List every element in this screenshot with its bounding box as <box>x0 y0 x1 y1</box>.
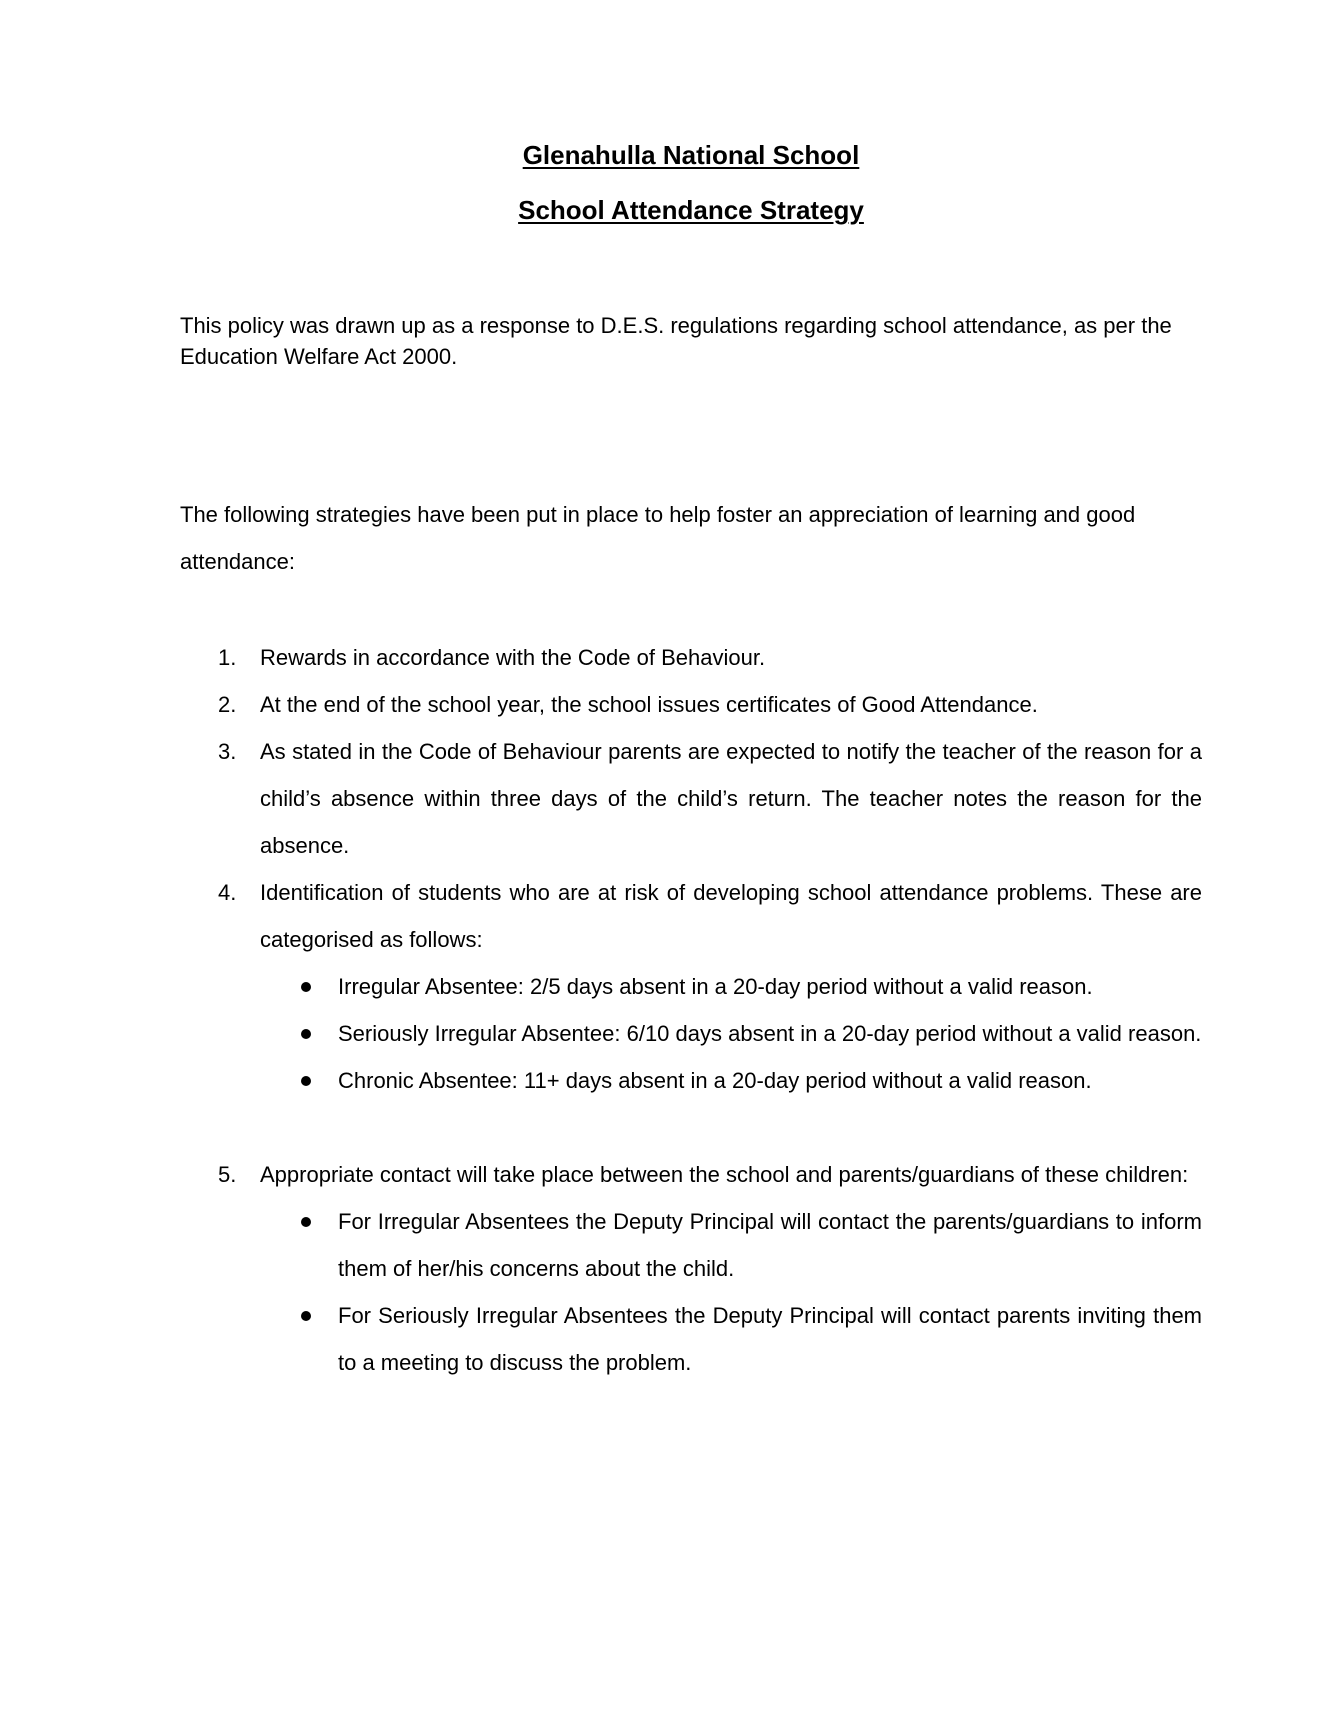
bullet-text: Chronic Absentee: 11+ days absent in a 20-day period without a valid reason. <box>338 1068 1092 1093</box>
strategy-text: Rewards in accordance with the Code of Behaviour. <box>260 645 766 670</box>
bullet-item <box>260 963 1202 1010</box>
bullet-item <box>260 1198 1202 1292</box>
bullet-item <box>260 1292 1202 1386</box>
strategy-item-4 <box>180 869 1202 1104</box>
school-name-title: Glenahulla National School <box>522 140 860 170</box>
bullet-text: Irregular Absentee: 2/5 days absent in a 20-day period without a valid reason. <box>338 974 1093 999</box>
list-number: 1. <box>218 645 237 670</box>
list-number: 4. <box>218 880 237 905</box>
list-number: 5. <box>218 1162 237 1187</box>
strategy-text: Appropriate contact will take place between the school and parents/guardians of these children: <box>260 1162 1189 1187</box>
bullet-text: For Seriously Irregular Absentees the Deputy Principal will contact parents inviting them to a meeting to discuss the problem. <box>338 1303 1202 1375</box>
intro-paragraph: This policy was drawn up as a response to D.E.S. regulations regarding school attendance, as per the Education Welfare Act 2000. <box>180 313 1172 369</box>
bullet-item <box>260 1057 1202 1104</box>
strategy-item-3 <box>180 728 1202 869</box>
bullet-item <box>260 1010 1202 1057</box>
absentee-category-list <box>260 963 1202 1104</box>
strategy-item-5 <box>180 1151 1202 1386</box>
bullet-icon <box>301 1217 311 1227</box>
strategy-text: At the end of the school year, the school issues certificates of Good Attendance. <box>260 692 1038 717</box>
list-number: 3. <box>218 739 237 764</box>
bullet-text: Seriously Irregular Absentee: 6/10 days absent in a 20-day period without a valid reason. <box>338 1021 1202 1046</box>
bullet-icon <box>301 1076 311 1086</box>
list-number: 2. <box>218 692 237 717</box>
contact-actions-list <box>260 1198 1202 1386</box>
bullet-icon <box>301 982 311 992</box>
strategy-text: Identification of students who are at risk of developing school attendance problems. These are categorised as follows: <box>260 880 1202 952</box>
bullet-icon <box>301 1029 311 1039</box>
strategy-text: As stated in the Code of Behaviour parents are expected to notify the teacher of the reason for a child’s absence within three days of the child’s return. The teacher notes the reason for the absence. <box>260 739 1202 858</box>
bullet-text: For Irregular Absentees the Deputy Principal will contact the parents/guardians to inform them of her/his concerns about the child. <box>338 1209 1202 1281</box>
strategy-item-2 <box>180 681 1202 728</box>
strategy-item-1 <box>180 634 1202 681</box>
strategies-list <box>180 634 1202 1386</box>
strategies-lead-paragraph: The following strategies have been put in place to help foster an appreciation of learning and good attendance: <box>180 502 1136 574</box>
bullet-icon <box>301 1311 311 1321</box>
policy-title: School Attendance Strategy <box>518 195 864 225</box>
